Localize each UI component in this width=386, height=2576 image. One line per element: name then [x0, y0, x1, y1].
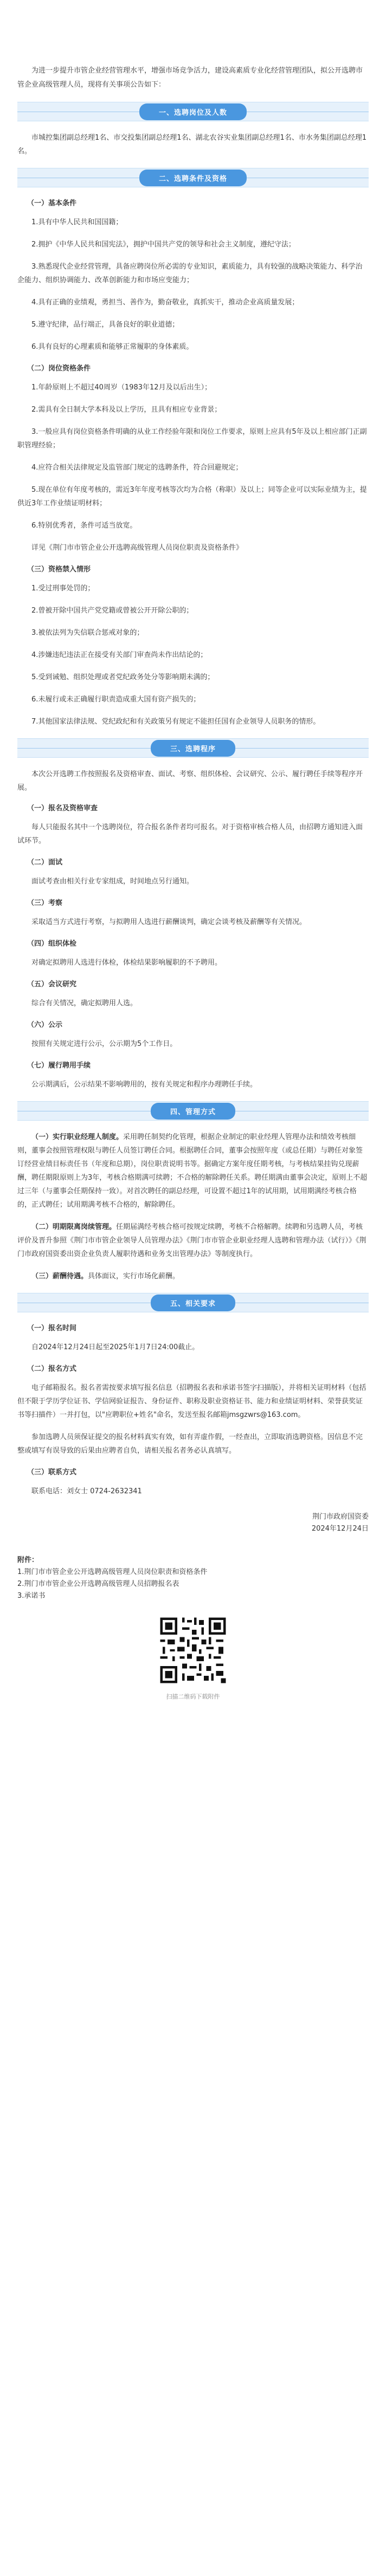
subheading-basic: （一）基本条件 — [27, 199, 77, 207]
section-header-4 — [17, 1101, 369, 1121]
section-header-1 — [17, 102, 369, 121]
step-heading: （一）报名及资格审查 — [27, 804, 98, 812]
step-text: 采取适当方式进行考察，与拟聘用人选进行薪酬谈判，确定会谈考核及薪酬等有关情况。 — [31, 918, 307, 926]
list-item: 2.拥护《中华人民共和国宪法》，拥护中国共产党的领导和社会主义制度，遵纪守法； — [31, 240, 295, 249]
section-title: 二、选聘条件及资格 — [139, 170, 247, 186]
detail-reference: 详见《荆门市市管企业公开选聘高级管理人员岗位职责及资格条件》 — [31, 544, 243, 552]
step-heading: （四）组织体检 — [27, 940, 77, 948]
item-text: 任期届满经考核合格可按规定续聘，考核不合格解聘。续聘和另选聘人员，考核评价及晋升参照《荆门市市管企业领导人员管理办法》《荆门市市管企业职业经理人选聘和管理办法（试行）》《荆门市政府国资委出资企业负责人履职待遇和业务支出管理办法》等制度执行。 — [17, 1223, 366, 1258]
section-title: 五、相关要求 — [151, 1294, 235, 1311]
list-item: 2.曾被开除中国共产党党籍或曾被公开开除公职的； — [31, 607, 194, 615]
step-text: 面试考查由相关行业专家组成，时间地点另行通知。 — [31, 877, 194, 886]
signature-org: 荆门市政府国资委 — [312, 1513, 369, 1521]
step-heading: （三）考察 — [27, 899, 63, 907]
requirement-text: 参加选聘人员须保证提交的报名材料真实有效，如有弄虚作假，一经查出，立即取消选聘资格。因信息不完整或填写有误导致的后果由应聘者自负，请相关报名者务必认真填写。 — [17, 1433, 363, 1455]
list-item: 7.其他国家法律法规、党纪政纪和有关政策另有规定不能担任国有企业领导人员职务的情形。 — [31, 718, 320, 726]
signature-block — [17, 1511, 369, 1535]
intro-paragraph: 为进一步提升市管企业经营管理水平，增强市场竞争活力，建设高素质专业化经营管理团队，拟公开选聘市管企业高级管理人员，现将有关事项公告如下： — [17, 67, 363, 89]
subheading-qualification: （二）岗位资格条件 — [27, 365, 91, 373]
qr-caption: 扫描二维码下载附件 — [166, 1693, 220, 1700]
list-item: 4.涉嫌违纪违法正在接受有关部门审查尚未作出结论的； — [31, 651, 208, 659]
item-lead: （一）实行职业经理人制度。 — [31, 1133, 124, 1141]
subheading-ban: （三）资格禁入情形 — [27, 565, 91, 574]
attachment-link[interactable]: 3.承诺书 — [17, 1592, 46, 1600]
attachment-link[interactable]: 2.荆门市市管企业公开选聘高级管理人员招聘报名表 — [17, 1580, 179, 1588]
management-item — [17, 1130, 369, 1212]
requirement-heading: （二）报名方式 — [27, 1365, 77, 1373]
section-3-intro: 本次公开选聘工作按照报名及资格审查、面试、考察、组织体检、会议研究、公示、履行聘任手续等程序开展。 — [17, 770, 363, 792]
list-item: 3.被依法列为失信联合惩戒对象的； — [31, 629, 144, 637]
step-text: 对确定拟聘用人选进行体检，体检结果影响履职的不予聘用。 — [31, 959, 222, 967]
section-title: 三、选聘程序 — [151, 740, 235, 757]
contact-text: 联系电话：刘女士 0724-2632341 — [31, 1487, 142, 1495]
item-lead: （三）薪酬待遇。 — [31, 1272, 88, 1280]
step-heading: （六）公示 — [27, 1021, 63, 1029]
step-text: 公示期满后，公示结果不影响聘用的，按有关规定和程序办理聘任手续。 — [31, 1081, 258, 1089]
qr-section — [17, 1615, 369, 1701]
footer-space — [17, 1701, 369, 1722]
item-text: 采用聘任制契约化管理，根据企业制定的职业经理人管理办法和绩效考核细则，董事会按照管理权限与聘任人员签订聘任合同。根据聘任合同，董事会按照年度（或总任期）与聘任对象签订经营业绩目标责任书（年度和总期），岗位职责说明书等。据确定方案年度任期考核，与考核结果挂钩兑现薪酬，聘任期限原则上为3年，考核合格期满可续聘；不合格的解除聘任关系。聘任期满由董事会决定，原则上不超过三年（与董事会任期保持一致）。对首次聘任的副总经理，可设置不超过1年的试用期，试用期满经考核合格的，正式聘任；试用期满考核不合格的，解除聘任。 — [17, 1133, 368, 1209]
list-item: 1.年龄原则上不超过40周岁（1983年12月及以后出生）； — [31, 383, 212, 392]
section-1-text: 市城控集团副总经理1名、市交投集团副总经理1名、湖北农谷实业集团副总经理1名、市水务集团副总经理1名。 — [17, 134, 367, 155]
step-text: 每人只能报名其中一个选聘岗位，符合报名条件者均可报名。对于资格审核合格人员，由招聘方通知进入面试环节。 — [17, 823, 363, 845]
requirement-heading: （三）联系方式 — [27, 1468, 77, 1476]
list-item: 1.具有中华人民共和国国籍； — [31, 218, 123, 226]
attachments — [17, 1554, 369, 1602]
list-item: 2.需具有全日制大学本科及以上学历，且具有相应专业背景； — [31, 406, 222, 414]
list-item: 6.未履行或未正确履行职责造成重大国有资产损失的； — [31, 695, 201, 704]
step-heading: （二）面试 — [27, 858, 63, 867]
requirement-text: 电子邮箱报名。报名者需按要求填写报名信息（招聘报名表和承诺书签字扫描版），并将相关证明材料（包括但不限于学历学位证书、学信网验证报告、身份证件、职称及职业资格证书、能力和业绩证明材料、荣誉获奖证书等扫描件）一并打包，以"应聘职位+姓名"命名，发送至报名邮箱jmsgzwrs@163.com。 — [17, 1384, 366, 1419]
signature-date: 2024年12月24日 — [311, 1525, 369, 1533]
step-text: 按照有关规定进行公示，公示期为5个工作日。 — [31, 1040, 177, 1048]
list-item: 5.受到诫勉、组织处理或者党纪政务处分等影响期未满的； — [31, 673, 215, 681]
step-text: 综合有关情况，确定拟聘用人选。 — [31, 999, 138, 1007]
qr-code-icon[interactable] — [158, 1615, 228, 1686]
attachments-title: 附件： — [17, 1556, 39, 1564]
attachment-link[interactable]: 1.荆门市市管企业公开选聘高级管理人员岗位职责和资格条件 — [17, 1568, 208, 1576]
section-title: 一、选聘岗位及人数 — [139, 103, 247, 120]
list-item: 4.具有正确的业绩观，勇担当、善作为，勤奋敬业，真抓实干，推动企业高质量发展； — [31, 298, 299, 307]
list-item: 1.受过刑事处罚的； — [31, 584, 95, 593]
list-item: 5.遵守纪律，品行端正，具备良好的职业道德； — [31, 321, 179, 329]
list-item: 6.具有良好的心理素质和能够正常履职的身体素质。 — [31, 343, 194, 351]
list-item: 4.应符合相关法律规定及监管部门规定的选聘条件，符合回避规定； — [31, 464, 243, 472]
section-header-2 — [17, 168, 369, 187]
item-text: 具体面议，实行市场化薪酬。 — [88, 1272, 180, 1280]
requirement-heading: （一）报名时间 — [27, 1324, 77, 1332]
list-item: 5.现在单位有年度考核的，需近3年年度考核等次均为合格（称职）及以上；同等企业可以实际业绩为主，提供近3年工作业绩证明材料； — [17, 486, 367, 508]
step-heading: （五）会议研究 — [27, 980, 77, 988]
list-item: 6.特别优秀者，条件可适当放宽。 — [31, 522, 137, 530]
management-item — [17, 1270, 369, 1283]
section-header-3 — [17, 738, 369, 758]
section-title: 四、管理方式 — [151, 1103, 235, 1120]
list-item: 3.熟悉现代企业经营管理，具备应聘岗位所必需的专业知识，素质能力，具有较强的战略决策能力、科学治企能力、组织协调能力、改革创新能力和市场应变能力； — [17, 263, 363, 284]
management-item — [17, 1220, 369, 1261]
requirement-text: 自2024年12月24日起至2025年1月7日24:00截止。 — [31, 1343, 200, 1351]
section-header-5 — [17, 1293, 369, 1312]
list-item: 3.一般应具有岗位资格条件明确的从业工作经验年限和岗位工作要求，原则上应具有5年及以上相应部门正副职管理经验； — [17, 428, 367, 450]
step-heading: （七）履行聘用手续 — [27, 1062, 91, 1070]
item-lead: （二）明期限离岗续管理。 — [31, 1223, 117, 1231]
